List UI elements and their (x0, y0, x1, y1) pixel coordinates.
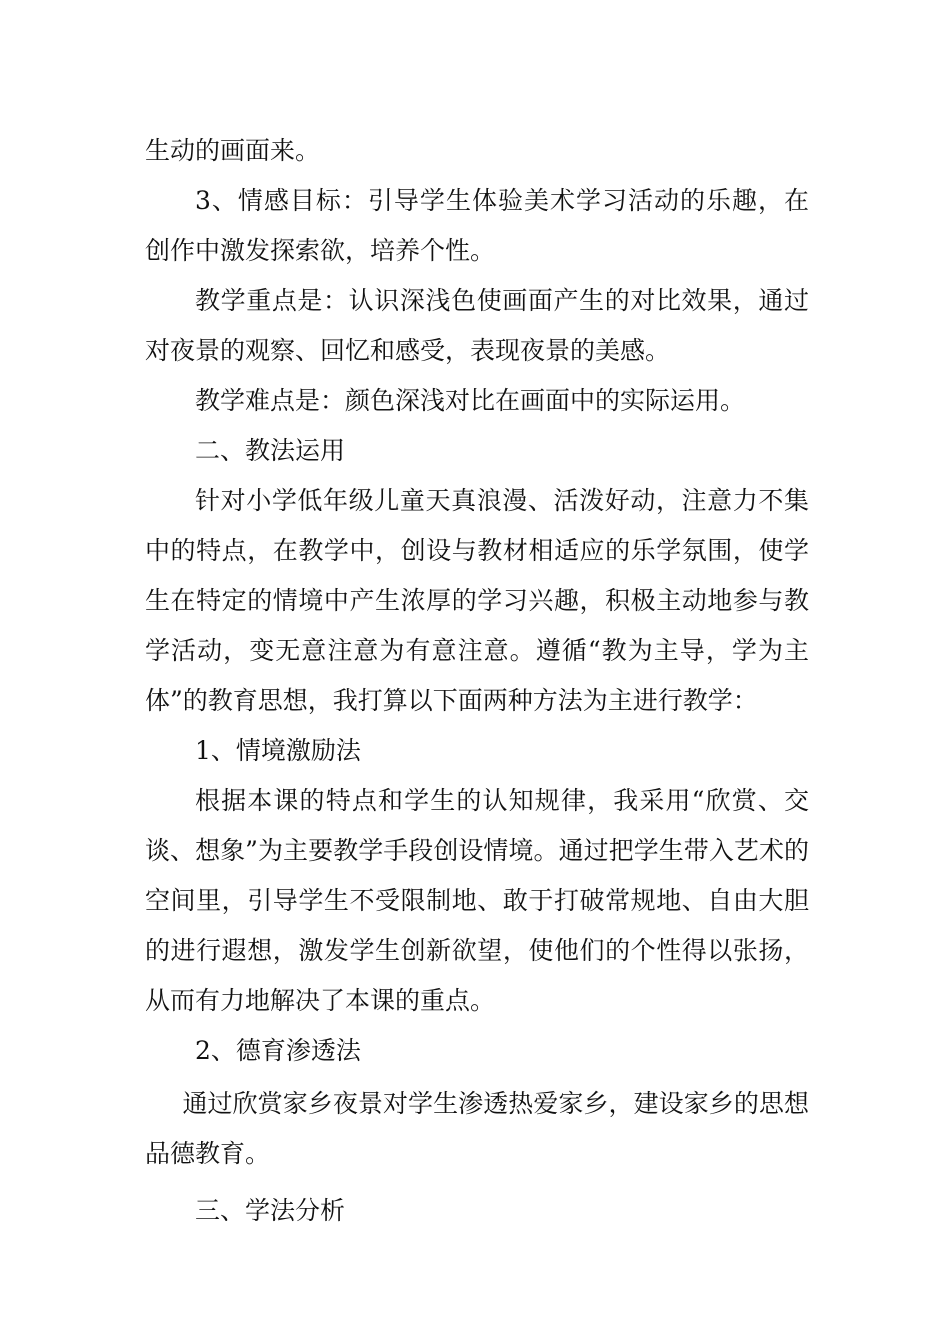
document-body (145, 126, 809, 1236)
paragraph-key-point: 教学重点是：认识深浅色使画面产生的对比效果，通过对夜景的观察、回忆和感受，表现夜景的美感。 (145, 286, 809, 365)
paragraph-emotion-goal: 3、情感目标：引导学生体验美术学习活动的乐趣，在创作中激发探索欲，培养个性。 (145, 186, 809, 265)
subheading-moral-method: 2、德育渗透法 (195, 1036, 361, 1065)
section-heading-teaching-methods: 二、教法运用 (195, 436, 346, 465)
paragraph-moral-method-body: 通过欣赏家乡夜景对学生渗透热爱家乡，建设家乡的思想品德教育。 (145, 1089, 809, 1168)
paragraph-difficulty: 教学难点是：颜色深浅对比在画面中的实际运用。 (195, 386, 746, 415)
paragraph-continuation: 生动的画面来。 (145, 136, 321, 165)
paragraph-situation-method-body: 根据本课的特点和学生的认知规律，我采用“欣赏、交谈、想象”为主要教学手段创设情境。通过把学生带入艺术的空间里，引导学生不受限制地、敢于打破常规地、自由大胆的进行遐想，激发学生创新欲望，使他们的个性得以张扬，从而有力地解决了本课的重点。 (145, 786, 809, 1015)
paragraph-method-intro: 针对小学低年级儿童天真浪漫、活泼好动，注意力不集中的特点，在教学中，创设与教材相适应的乐学氛围，使学生在特定的情境中产生浓厚的学习兴趣，积极主动地参与教学活动，变无意注意为有意注意。遵循“教为主导，学为主体”的教育思想，我打算以下面两种方法为主进行教学： (145, 486, 809, 715)
section-heading-learning-analysis: 三、学法分析 (195, 1196, 346, 1225)
subheading-situation-method: 1、情境激励法 (195, 736, 361, 765)
